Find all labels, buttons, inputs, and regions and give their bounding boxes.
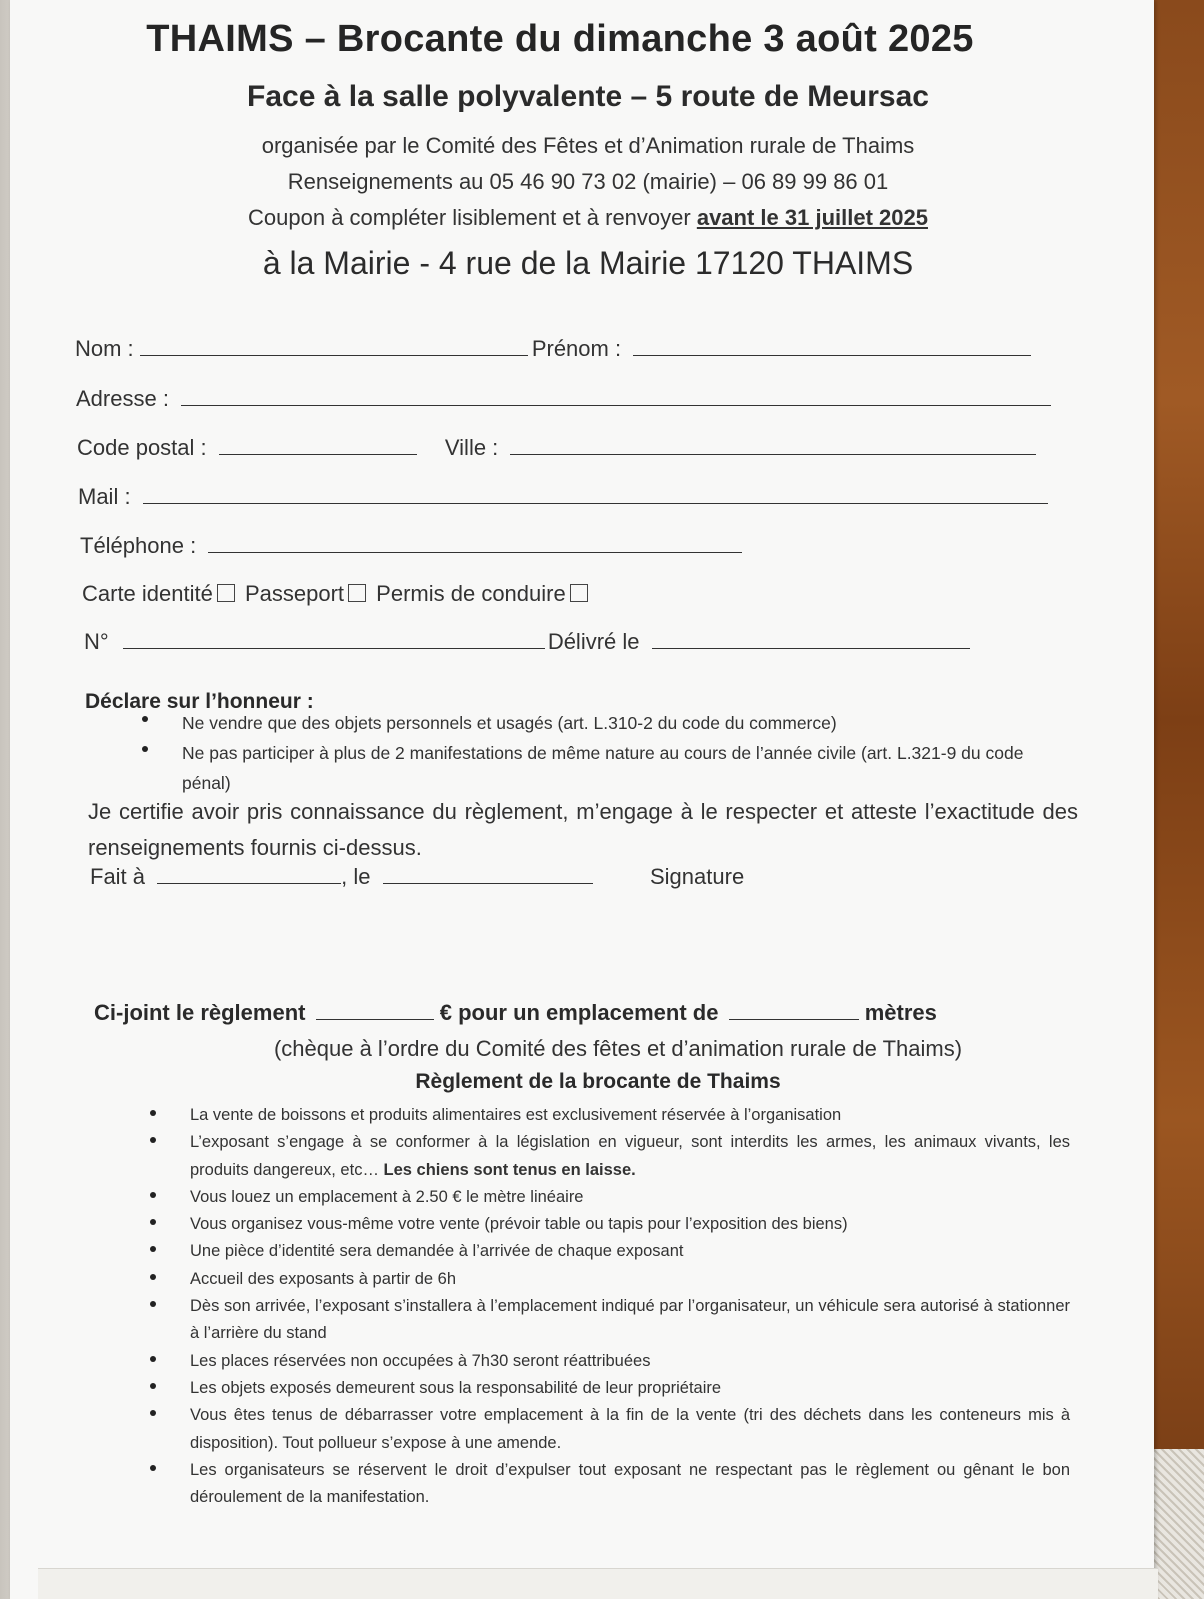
nom-blank[interactable] <box>140 355 528 356</box>
telephone-field[interactable] <box>80 533 742 559</box>
code-postal-label: Code postal : <box>77 435 207 460</box>
page-title: THAIMS – Brocante du dimanche 3 août 2025 <box>146 18 974 60</box>
list-item <box>190 1129 1070 1184</box>
nom-label: Nom : <box>75 336 134 361</box>
list-item: Dès son arrivée, l’exposant s’installera à l’emplacement indiqué par l’organisateur, un véhicule sera autorisé à stationner à l’arrière du stand <box>190 1293 1070 1348</box>
wooden-table-background <box>1154 0 1204 1599</box>
permis-label: Permis de conduire <box>376 581 566 606</box>
mail-label: Mail : <box>78 484 131 509</box>
id-type-row <box>82 581 592 607</box>
adresse-blank[interactable] <box>181 405 1051 406</box>
mail-field[interactable] <box>78 484 1048 510</box>
amount-blank[interactable] <box>316 1019 434 1020</box>
telephone-label: Téléphone : <box>80 533 197 558</box>
list-item: Les places réservées non occupées à 7h30 seront réattribuées <box>190 1348 1070 1375</box>
ville-blank[interactable] <box>510 454 1036 455</box>
list-item: Vous organisez vous-même votre vente (prévoir table ou tapis pour l’exposition des biens) <box>190 1211 1070 1238</box>
rules-title: Règlement de la brocante de Thaims <box>415 1070 781 1093</box>
list-item: Accueil des exposants à partir de 6h <box>190 1266 1070 1293</box>
prenom-blank[interactable] <box>633 355 1031 356</box>
coupon-prefix: Coupon à compléter lisiblement et à renvoyer <box>248 205 697 230</box>
prenom-label: Prénom : <box>531 336 622 361</box>
payment-middle: € pour un emplacement de <box>439 1000 719 1025</box>
list-item: Les objets exposés demeurent sous la responsabilité de leur propriétaire <box>190 1375 1070 1402</box>
adresse-field[interactable] <box>76 386 1051 412</box>
ville-label: Ville : <box>444 435 499 460</box>
adresse-label: Adresse : <box>76 386 169 411</box>
payment-prefix: Ci-joint le règlement <box>94 1000 306 1025</box>
fait-a-row[interactable] <box>90 864 593 890</box>
fait-a-label: Fait à <box>90 864 146 889</box>
return-address: à la Mairie - 4 rue de la Mairie 17120 THAIMS <box>262 245 914 281</box>
code-postal-blank[interactable] <box>219 454 417 455</box>
page-subtitle: Face à la salle polyvalente – 5 route de Meursac <box>247 80 929 113</box>
list-item: Vous êtes tenus de débarrasser votre emplacement à la fin de la vente (tri des déchets dans les conteneurs mis à disposition). Tout pollueur s’expose à une amende. <box>190 1402 1070 1457</box>
mail-blank[interactable] <box>143 503 1048 504</box>
certify-paragraph: Je certifie avoir pris connaissance du règlement, m’engage à le respecter et atteste l’exactitude des renseignements fournis ci-dessus. <box>88 799 1078 860</box>
declaration-list <box>182 708 1072 798</box>
id-number-row[interactable] <box>84 629 970 655</box>
list-item: Ne vendre que des objets personnels et usagés (art. L.310-2 du code du commerce) <box>182 708 1072 738</box>
delivre-label: Délivré le <box>547 629 640 654</box>
nom-field[interactable] <box>75 336 1031 362</box>
carte-identite-label: Carte identité <box>82 581 213 606</box>
payment-row[interactable] <box>94 1000 937 1026</box>
declaration-heading: Déclare sur l’honneur : <box>85 690 314 713</box>
organizer-line: organisée par le Comité des Fêtes et d’Animation rurale de Thaims <box>261 133 915 158</box>
meters-blank[interactable] <box>729 1019 859 1020</box>
info-phone-line: Renseignements au 05 46 90 73 02 (mairie) – 06 89 99 86 01 <box>287 169 889 194</box>
list-item: La vente de boissons et produits alimentaires est exclusivement réservée à l’organisation <box>190 1102 1070 1129</box>
list-item: Ne pas participer à plus de 2 manifestations de même nature au cours de l’année civile (art. L.321-9 du code pénal) <box>182 738 1072 798</box>
list-item: Vous louez un emplacement à 2.50 € le mètre linéaire <box>190 1184 1070 1211</box>
passeport-checkbox[interactable] <box>348 584 366 602</box>
carte-identite-checkbox[interactable] <box>217 584 235 602</box>
signature-label: Signature <box>650 864 745 889</box>
telephone-blank[interactable] <box>208 552 742 553</box>
rule-text: L’exposant s’engage à se conformer à la législation en vigueur, sont interdits les armes, les animaux vivants, les produits dangereux, etc… <box>190 1133 1070 1179</box>
passeport-label: Passeport <box>244 581 345 606</box>
le-label: , le <box>341 864 371 889</box>
numero-label: N° <box>84 629 109 654</box>
coupon-deadline: avant le 31 juillet 2025 <box>696 205 928 230</box>
payment-suffix: mètres <box>864 1000 937 1025</box>
coupon-line <box>16 205 1160 231</box>
le-blank[interactable] <box>383 883 593 884</box>
permis-checkbox[interactable] <box>570 584 588 602</box>
cheque-note: (chèque à l’ordre du Comité des fêtes et d’animation rurale de Thaims) <box>273 1036 963 1061</box>
rules-list <box>190 1102 1070 1511</box>
delivre-blank[interactable] <box>652 648 970 649</box>
list-item: Les organisateurs se réservent le droit d’expulser tout exposant ne respectant pas le règlement ou gênant le bon déroulement de la manifestation. <box>190 1457 1070 1512</box>
code-postal-field[interactable] <box>77 435 1036 461</box>
rule-bold-text: Les chiens sont tenus en laisse. <box>383 1160 636 1179</box>
fait-a-blank[interactable] <box>157 883 341 884</box>
list-item: Une pièce d’identité sera demandée à l’arrivée de chaque exposant <box>190 1238 1070 1265</box>
numero-blank[interactable] <box>123 648 545 649</box>
brocante-form-sheet <box>10 0 1154 1599</box>
